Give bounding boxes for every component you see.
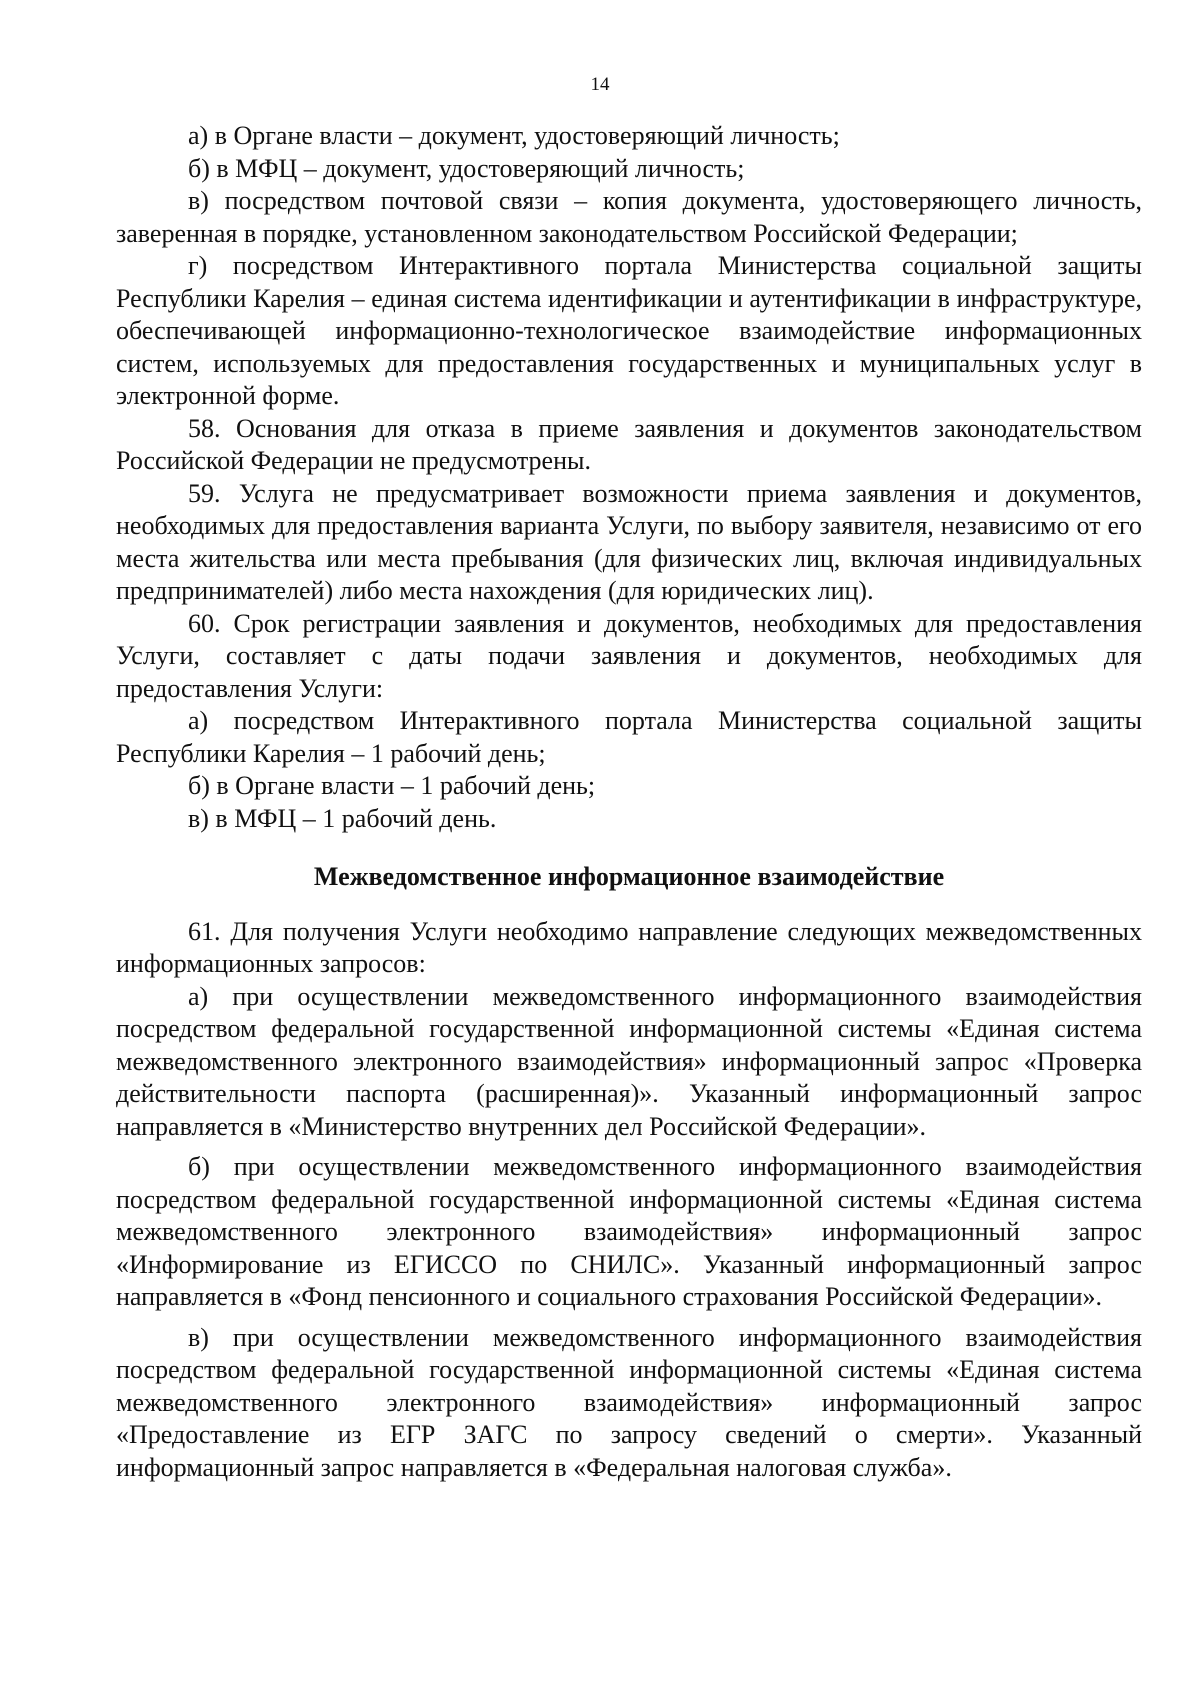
paragraph-id-document-c: в) посредством почтовой связи – копия документа, удостоверяющего личность, заверенная в порядке, установленном законодательством Российской Федерации; bbox=[116, 186, 1142, 248]
paragraph-id-document-a: а) в Органе власти – документ, удостоверяющий личность; bbox=[188, 121, 840, 150]
paragraph-61-a: а) при осуществлении межведомственного информационного взаимодействия посредством федеральной государственной информационной системы «Единая система межведомственного электронного взаимодействия» информационный запрос «Проверка действительности паспорта (расширенная)». Указанный информационный запрос направляется в «Министерство внутренних дел Российской Федерации». bbox=[116, 981, 1142, 1141]
paragraph-61-c: в) при осуществлении межведомственного информационного взаимодействия посредством федеральной государственной информационной системы «Единая система межведомственного электронного взаимодействия» информационный запрос «Предоставление из ЕГР ЗАГС по запросу сведений о смерти». Указанный информационный запрос направляется в «Федеральная налоговая служба». bbox=[116, 1322, 1142, 1482]
paragraph-59: 59. Услуга не предусматривает возможности приема заявления и документов, необходимых для предоставления варианта Услуги, по выбору заявителя, независимо от его места жительства или места пребывания (для физических лиц, включая индивидуальных предпринимателей) либо места нахождения (для юридических лиц). bbox=[116, 478, 1142, 605]
section-heading: Межведомственное информационное взаимодействие bbox=[313, 862, 945, 891]
paragraph-id-document-b: б) в МФЦ – документ, удостоверяющий личность; bbox=[188, 153, 745, 183]
paragraph-58: 58. Основания для отказа в приеме заявления и документов законодательством Российской Федерации не предусмотрены. bbox=[116, 413, 1142, 475]
paragraph-61: 61. Для получения Услуги необходимо направление следующих межведомственных информационных запросов: bbox=[116, 916, 1142, 978]
paragraph-61-b: б) при осуществлении межведомственного информационного взаимодействия посредством федеральной государственной информационной системы «Единая система межведомственного электронного взаимодействия» информационный запрос «Информирование из ЕГИССО по СНИЛС». Указанный информационный запрос направляется в «Фонд пенсионного и социального страхования Российской Федерации». bbox=[116, 1152, 1142, 1311]
paragraph-id-document-d: г) посредством Интерактивного портала Министерства социальной защиты Республики Карелия – единая система идентификации и аутентификации в инфраструктуре, обеспечивающей информационно-технологическое взаимодействие информационных систем, используемых для предоставления государственных и муниципальных услуг в электронной форме. bbox=[116, 251, 1142, 410]
document-body bbox=[116, 120, 1142, 1484]
page-number: 14 bbox=[590, 74, 610, 95]
paragraph-60-c: в) в МФЦ – 1 рабочий день. bbox=[188, 803, 497, 833]
paragraph-60-a: а) посредством Интерактивного портала Министерства социальной защиты Республики Карелия – 1 рабочий день; bbox=[116, 706, 1142, 768]
paragraph-60: 60. Срок регистрации заявления и документов, необходимых для предоставления Услуги, составляет с даты подачи заявления и документов, необходимых для предоставления Услуги: bbox=[116, 608, 1142, 703]
paragraph-60-b: б) в Органе власти – 1 рабочий день; bbox=[188, 771, 596, 800]
